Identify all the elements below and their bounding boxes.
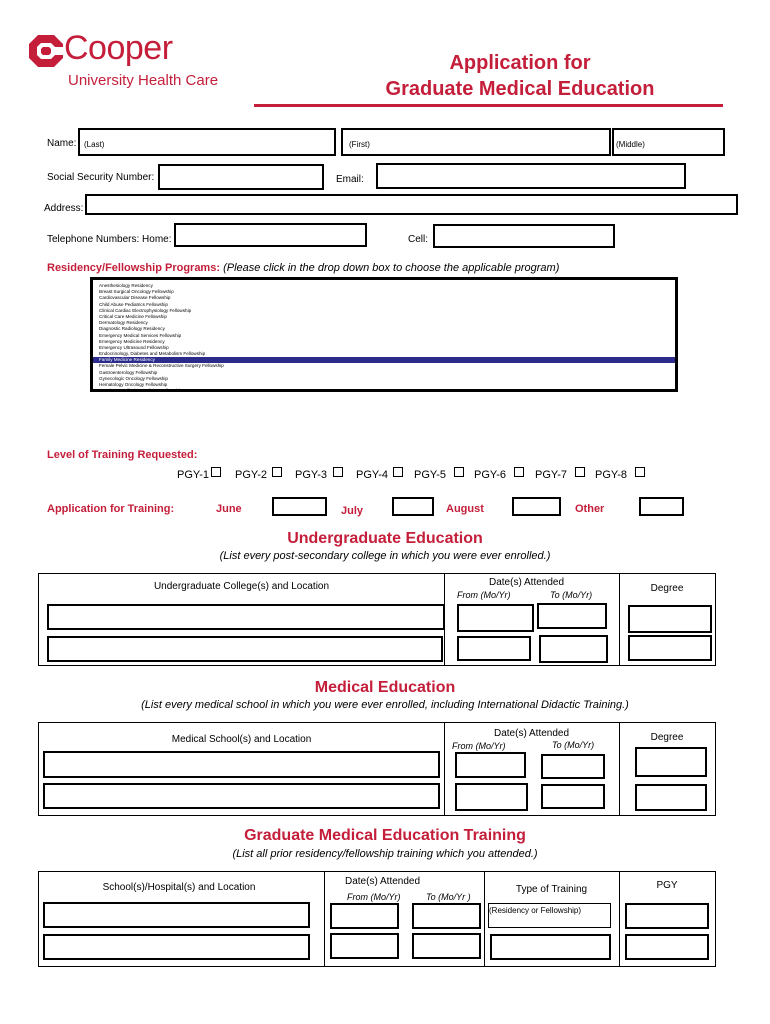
program-option-selected[interactable]: Family Medicine Residency (93, 357, 675, 363)
address-label: Address: (44, 203, 84, 214)
programs-heading-row (47, 262, 559, 274)
undergrad-col-school: Undergraduate College(s) and Location (153, 581, 330, 592)
gme-col-to: To (Mo/Yr ) (426, 892, 471, 902)
program-option[interactable]: Emergency Medicine Residency (99, 338, 165, 344)
medical-from-field-2[interactable] (455, 783, 528, 811)
medical-table (38, 722, 716, 816)
gme-from-field-2[interactable] (330, 933, 399, 959)
cell-phone-field[interactable] (433, 224, 615, 248)
first-name-field[interactable] (341, 128, 611, 156)
program-option[interactable]: Gynecologic Oncology Fellowship (99, 375, 168, 381)
gme-school-field-2[interactable] (43, 934, 310, 960)
pgy-2-checkbox[interactable] (272, 467, 282, 477)
program-option[interactable]: Dermatology Residency (99, 320, 148, 326)
first-name-hint: (First) (349, 140, 370, 149)
last-name-field[interactable] (78, 128, 336, 156)
logo-brand: Cooper (64, 29, 173, 67)
training-level-heading: Level of Training Requested: (47, 449, 198, 461)
program-option[interactable]: Gastroenterology Fellowship (99, 369, 158, 375)
medical-school-field-2[interactable] (43, 783, 440, 809)
gme-pgy-field-2[interactable] (625, 934, 709, 960)
medical-school-field-1[interactable] (43, 751, 440, 778)
pgy-5-checkbox[interactable] (454, 467, 464, 477)
medical-from-field-1[interactable] (455, 752, 526, 778)
medical-degree-field-2[interactable] (635, 784, 707, 811)
undergrad-col-to: To (Mo/Yr) (550, 590, 593, 600)
medical-col-degree: Degree (650, 732, 684, 743)
program-option[interactable]: Hematology Oncology Fellowship (99, 382, 168, 387)
program-option[interactable]: Endocrinology, Diabetes and Metabolism Fellowship (99, 351, 206, 357)
undergrad-degree-field-2[interactable] (628, 635, 712, 661)
title-line2: Graduate Medical Education (385, 78, 655, 100)
gme-title: Graduate Medical Education Training (244, 827, 526, 844)
undergrad-to-field-1[interactable] (537, 603, 607, 629)
medical-title: Medical Education (314, 679, 456, 696)
pgy-6-label: PGY-6 (474, 469, 507, 481)
program-option[interactable]: Clinical Cardiac Electrophysiology Fellowship (99, 307, 192, 313)
gme-col-school: School(s)/Hospital(s) and Location (102, 882, 256, 893)
pgy-3-label: PGY-3 (295, 469, 328, 481)
august-label: August (446, 503, 484, 515)
medical-to-field-2[interactable] (541, 784, 605, 809)
program-option[interactable]: Emergency Medical Services Fellowship (99, 332, 182, 338)
july-label: July (341, 505, 364, 517)
address-field[interactable] (85, 194, 738, 215)
pgy-3-checkbox[interactable] (333, 467, 343, 477)
medical-to-field-1[interactable] (541, 754, 605, 779)
gme-type-field-2[interactable] (490, 934, 611, 960)
ssn-label: Social Security Number: (47, 172, 155, 183)
email-label: Email: (336, 174, 364, 185)
undergrad-school-field-2[interactable] (47, 636, 443, 662)
title-line1: Application for (449, 52, 591, 74)
undergrad-title: Undergraduate Education (287, 530, 483, 547)
gme-type-hint: (Residency or Fellowship) (489, 906, 582, 915)
august-field[interactable] (512, 497, 561, 516)
cell-label: Cell: (408, 234, 429, 245)
title-underline (254, 104, 723, 107)
gme-col-pgy: PGY (656, 880, 678, 891)
undergrad-col-from: From (Mo/Yr) (457, 590, 511, 600)
other-field[interactable] (639, 497, 684, 516)
program-option[interactable]: Emergency Ultrasound Fellowship (99, 344, 169, 350)
undergrad-degree-field-1[interactable] (628, 605, 712, 633)
program-option[interactable]: Diagnostic Radiology Residency (99, 326, 165, 332)
pgy-7-label: PGY-7 (535, 469, 568, 481)
gme-to-field-2[interactable] (412, 933, 481, 959)
program-listbox[interactable] (90, 277, 678, 392)
gme-col-dates: Date(s) Attended (345, 876, 421, 887)
july-field[interactable] (392, 497, 434, 516)
program-option[interactable]: Female Pelvic Medicine & Reconstructive Surgery Fellowship (99, 363, 224, 369)
june-field[interactable] (272, 497, 327, 516)
program-option[interactable]: Critical Care Medicine Fellowship (99, 313, 167, 319)
program-option[interactable]: Anesthesiology Residency (99, 283, 153, 288)
email-field[interactable] (376, 163, 686, 189)
gme-col-type: Type of Training (515, 884, 588, 895)
gme-pgy-field-1[interactable] (625, 903, 709, 929)
undergrad-from-field-1[interactable] (457, 604, 534, 632)
ssn-field[interactable] (158, 164, 324, 190)
gme-table (38, 871, 716, 967)
pgy-1-label: PGY-1 (177, 469, 210, 481)
cooper-logo-icon (28, 34, 64, 68)
gme-type-field-1[interactable] (488, 903, 611, 928)
programs-instruction: (Please click in the drop down box to choose the applicable program) (223, 262, 560, 274)
undergrad-col-degree: Degree (650, 583, 684, 594)
other-label: Other (575, 503, 605, 515)
program-option[interactable]: Child Abuse Pediatrics Fellowship (99, 301, 168, 307)
undergrad-from-field-2[interactable] (457, 636, 531, 661)
home-phone-label: Telephone Numbers: Home: (47, 234, 172, 245)
logo-subtitle: University Health Care (68, 72, 219, 89)
medical-col-school: Medical School(s) and Location (171, 734, 312, 745)
june-label: June (216, 503, 242, 515)
gme-subtitle: (List all prior residency/fellowship training which you attended.) (232, 848, 538, 860)
pgy-5-label: PGY-5 (414, 469, 447, 481)
last-name-hint: (Last) (84, 140, 105, 149)
gme-from-field-1[interactable] (330, 903, 399, 929)
medical-col-to: To (Mo/Yr) (552, 740, 595, 750)
undergrad-table (38, 573, 716, 666)
undergrad-col-dates: Date(s) Attended (489, 577, 565, 588)
program-option[interactable]: Breast Surgical Oncology Fellowship (99, 289, 174, 295)
programs-heading: Residency/Fellowship Programs: (47, 262, 220, 274)
middle-name-field[interactable] (612, 128, 725, 156)
name-label: Name: (47, 138, 77, 149)
pgy-4-checkbox[interactable] (393, 467, 403, 477)
medical-col-from: From (Mo/Yr) (452, 741, 506, 751)
gme-to-field-1[interactable] (412, 903, 481, 929)
gme-col-from: From (Mo/Yr) (347, 892, 401, 902)
undergrad-to-field-2[interactable] (539, 635, 608, 663)
middle-name-hint: (Middle) (616, 140, 645, 149)
pgy-2-label: PGY-2 (235, 469, 268, 481)
medical-degree-field-1[interactable] (635, 747, 707, 777)
pgy-6-checkbox[interactable] (514, 467, 524, 477)
pgy-8-label: PGY-8 (595, 469, 628, 481)
medical-subtitle: (List every medical school in which you were ever enrolled, including International Didactic Training.) (141, 699, 629, 711)
pgy-1-checkbox[interactable] (211, 467, 221, 477)
pgy-7-checkbox[interactable] (575, 467, 585, 477)
program-option[interactable]: Hospice & Palliative Medicine Fellowship (99, 388, 183, 392)
gme-school-field-1[interactable] (43, 902, 310, 928)
pgy-4-label: PGY-4 (356, 469, 389, 481)
application-for-label: Application for Training: (47, 503, 175, 515)
program-option[interactable]: Cardiovascular Disease Fellowship (99, 295, 171, 301)
home-phone-field[interactable] (174, 223, 367, 247)
undergrad-subtitle: (List every post-secondary college in which you were ever enrolled.) (219, 550, 551, 562)
undergrad-school-field-1[interactable] (47, 604, 445, 630)
pgy-8-checkbox[interactable] (635, 467, 645, 477)
medical-col-dates: Date(s) Attended (494, 728, 570, 739)
